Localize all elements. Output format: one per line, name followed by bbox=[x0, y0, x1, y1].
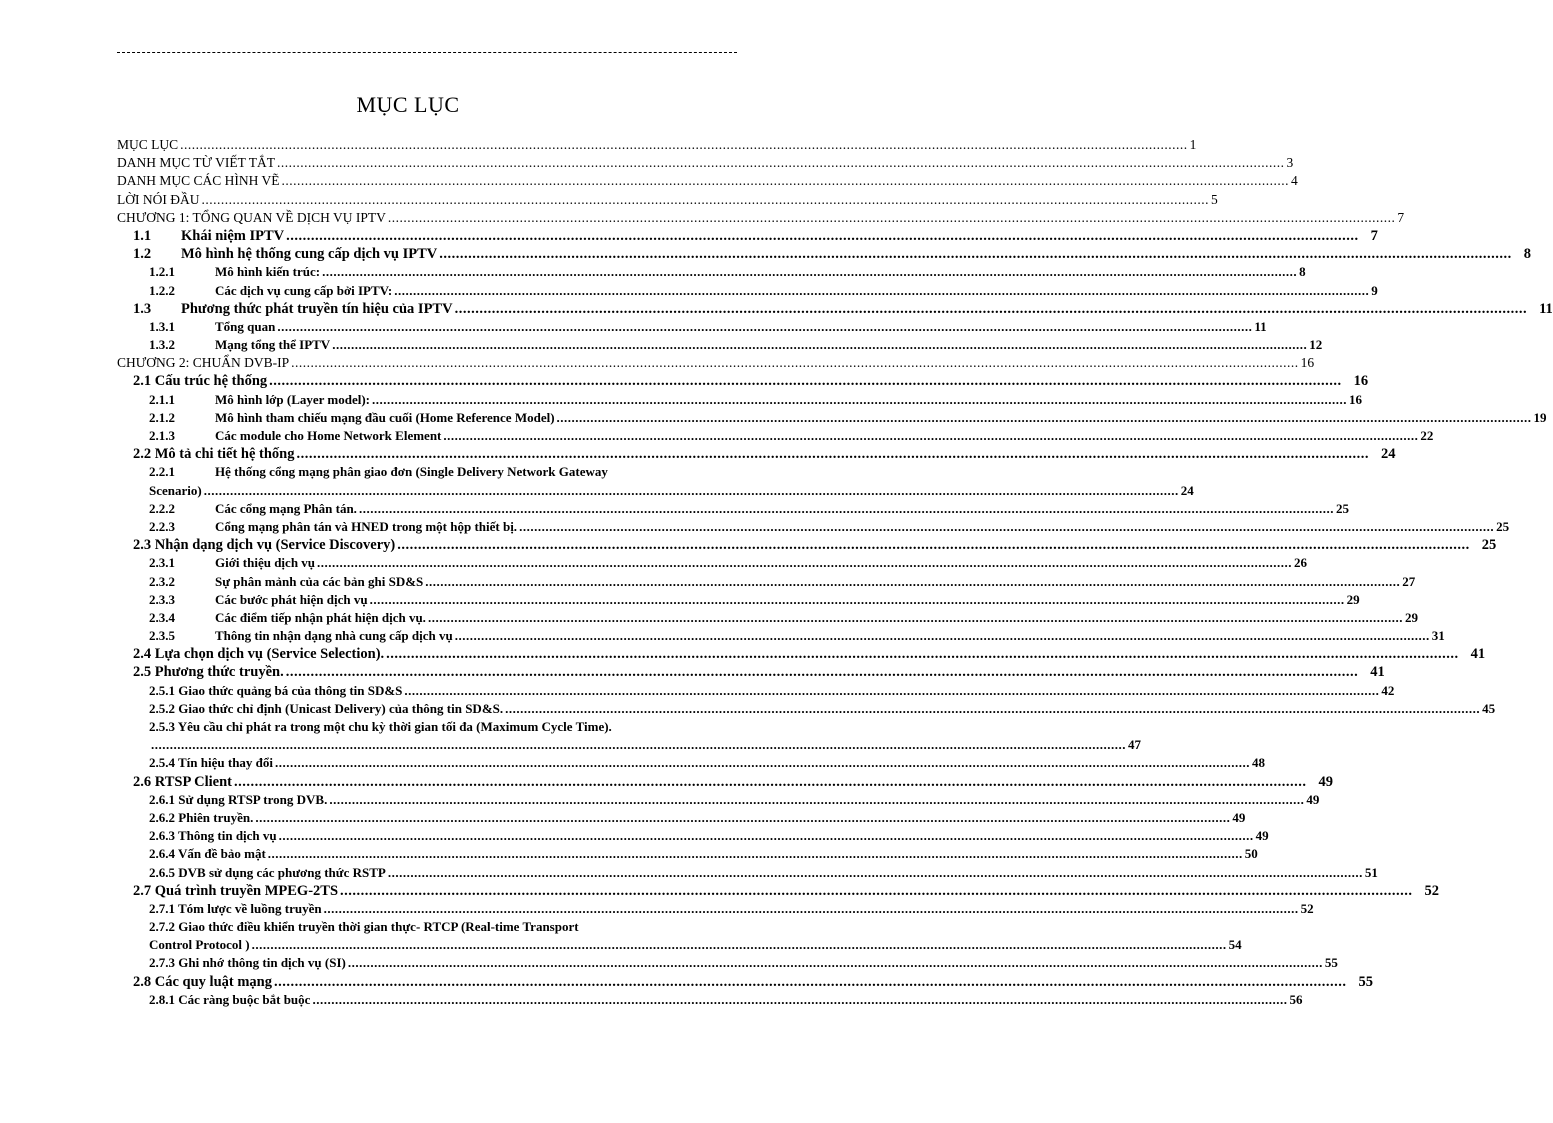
toc-dot-leader bbox=[322, 263, 1297, 281]
toc-entry-line-2 bbox=[149, 936, 1242, 954]
toc-entry-page: 5 bbox=[1210, 191, 1218, 207]
toc-entry-title: DANH MỤC CÁC HÌNH VẼ bbox=[117, 173, 280, 189]
toc-entry-title: Các bước phát hiện dịch vụ bbox=[215, 591, 368, 607]
toc-dot-leader bbox=[279, 827, 1254, 845]
toc-dot-leader bbox=[275, 754, 1250, 772]
toc-entry-title: Giới thiệu dịch vụ bbox=[215, 555, 316, 571]
toc-entry[interactable] bbox=[117, 791, 1320, 809]
toc-entry-page: 7 bbox=[1397, 209, 1405, 225]
toc-dot-leader bbox=[388, 864, 1363, 882]
toc-entry-title: 2.7.3 Ghi nhớ thông tin dịch vụ (SI) bbox=[149, 955, 346, 971]
toc-entry[interactable] bbox=[117, 900, 1314, 918]
toc-entry-page: 41 bbox=[1470, 646, 1486, 663]
toc-entry-page: 41 bbox=[1370, 664, 1385, 681]
toc-entry-number: 2.2.1 bbox=[149, 464, 175, 480]
toc-entry-number: 2.3.1 bbox=[149, 555, 175, 571]
toc-entry[interactable] bbox=[117, 864, 1378, 882]
toc-entry[interactable] bbox=[117, 427, 1434, 445]
toc-entry-title: Tổng quan bbox=[215, 318, 276, 334]
toc-entry-title: 2.3 Nhận dạng dịch vụ (Service Discovery) bbox=[133, 537, 396, 554]
toc-entry-page: 25 bbox=[1335, 500, 1349, 516]
toc-entry-page: 55 bbox=[1358, 973, 1373, 990]
toc-dot-leader bbox=[386, 645, 1459, 663]
page-title: MỤC LỤC bbox=[356, 92, 460, 117]
toc-entry[interactable] bbox=[117, 973, 1373, 991]
toc-entry-page: 1 bbox=[1189, 137, 1197, 152]
toc-entry[interactable] bbox=[117, 282, 1378, 300]
toc-entry-page: 11 bbox=[1254, 318, 1267, 334]
toc-entry-title: CHƯƠNG 1: TỔNG QUAN VỀ DỊCH VỤ IPTV bbox=[117, 209, 386, 225]
toc-entry[interactable] bbox=[117, 845, 1258, 863]
toc-entry-title-continued: Control Protocol ) bbox=[149, 937, 250, 953]
toc-entry[interactable] bbox=[117, 227, 1378, 245]
toc-entry[interactable] bbox=[117, 627, 1445, 645]
toc-entry-title: Mạng tổng thể IPTV bbox=[215, 337, 331, 353]
toc-entry[interactable] bbox=[117, 191, 1218, 209]
toc-entry-page: 45 bbox=[1482, 700, 1496, 716]
toc-entry[interactable] bbox=[117, 372, 1369, 390]
toc-entry-page: 50 bbox=[1244, 846, 1258, 862]
toc-entry-number: 2.3.4 bbox=[149, 609, 175, 625]
toc-entry[interactable] bbox=[117, 809, 1246, 827]
toc-entry-page: 25 bbox=[1481, 537, 1497, 554]
toc-entry-number: 2.3.5 bbox=[149, 628, 175, 644]
toc-dot-leader bbox=[439, 245, 1512, 263]
toc-dot-leader bbox=[151, 736, 1126, 754]
toc-entry[interactable] bbox=[117, 663, 1385, 681]
toc-entry-title: Sự phân mảnh của các bản ghi SD&S bbox=[215, 573, 424, 589]
toc-entry-title: Các dịch vụ cung cấp bởi IPTV: bbox=[215, 282, 393, 298]
toc-dot-leader bbox=[286, 663, 1359, 681]
toc-entry[interactable] bbox=[117, 954, 1338, 972]
toc-entry-title: 2.7 Quá trình truyền MPEG-2TS bbox=[133, 882, 339, 899]
toc-entry-number: 1.3.1 bbox=[149, 318, 175, 334]
toc-entry-page: 12 bbox=[1309, 337, 1323, 353]
toc-dot-leader bbox=[286, 227, 1359, 245]
toc-dot-leader bbox=[443, 427, 1418, 445]
toc-entry-number: 1.2 bbox=[133, 246, 152, 263]
toc-entry-page: 48 bbox=[1252, 755, 1266, 771]
toc-entry[interactable] bbox=[117, 918, 1242, 954]
toc-entry[interactable] bbox=[117, 154, 1294, 172]
toc-dot-leader bbox=[297, 445, 1370, 463]
toc-entry-page: 52 bbox=[1424, 882, 1440, 899]
toc-entry-title: Các module cho Home Network Element bbox=[215, 428, 442, 443]
toc-entry-page: 16 bbox=[1349, 391, 1363, 407]
toc-entry-page: 19 bbox=[1533, 409, 1547, 425]
toc-entry-line-1 bbox=[149, 718, 737, 736]
toc-entry-number: 2.1.1 bbox=[149, 391, 175, 407]
toc-entry[interactable] bbox=[117, 463, 1194, 499]
toc-entry-page: 49 bbox=[1255, 828, 1269, 844]
toc-dot-leader bbox=[180, 136, 1188, 154]
toc-dot-leader bbox=[282, 172, 1290, 190]
toc-entry-title: Hệ thống cổng mạng phân giao đơn (Single Delivery Network Gateway bbox=[215, 464, 608, 480]
toc-entry-page: 16 bbox=[1353, 373, 1369, 390]
toc-entry-title: Cổng mạng phân tán và HNED trong một hộp thiết bị. bbox=[215, 518, 518, 534]
top-dashed-rule bbox=[117, 52, 737, 53]
toc-entry-title: 2.6.2 Phiên truyền. bbox=[149, 809, 254, 825]
toc-entry-number: 2.3.3 bbox=[149, 591, 175, 607]
toc-entry-number: 2.1.2 bbox=[149, 409, 175, 425]
toc-entry-title: 2.6.1 Sử dụng RTSP trong DVB. bbox=[149, 791, 328, 807]
toc-entry-page: 31 bbox=[1431, 628, 1445, 644]
toc-entry[interactable] bbox=[117, 773, 1333, 791]
toc-entry-page: 4 bbox=[1291, 173, 1298, 189]
toc-entry-title: 2.6 RTSP Client bbox=[133, 773, 232, 790]
toc-dot-leader bbox=[324, 900, 1299, 918]
toc-dot-leader bbox=[359, 500, 1334, 518]
table-of-contents bbox=[117, 136, 1553, 1009]
toc-entry-number: 2.3.2 bbox=[149, 573, 175, 589]
toc-entry-number: 2.1.3 bbox=[149, 428, 175, 443]
toc-entry-title: Mô hình lớp (Layer model): bbox=[215, 391, 371, 407]
toc-entry-title: Mô hình kiến trúc: bbox=[215, 264, 321, 280]
toc-entry[interactable] bbox=[117, 445, 1396, 463]
toc-entry-title: 2.6.3 Thông tin dịch vụ bbox=[149, 828, 277, 844]
toc-entry-page: 8 bbox=[1523, 246, 1531, 263]
toc-entry[interactable] bbox=[117, 882, 1440, 900]
toc-entry-page: 29 bbox=[1404, 609, 1418, 625]
toc-dot-leader bbox=[519, 518, 1494, 536]
toc-entry-title: 2.7.2 Giao thức điều khiển truyền thời gian thực- RTCP (Real-time Transport bbox=[149, 919, 579, 935]
toc-entry-title-continued: Scenario) bbox=[149, 482, 202, 498]
toc-dot-leader bbox=[404, 682, 1379, 700]
toc-entry[interactable] bbox=[117, 645, 1486, 663]
toc-dot-leader bbox=[252, 936, 1227, 954]
toc-entry-page: 24 bbox=[1381, 446, 1396, 463]
toc-dot-leader bbox=[340, 882, 1413, 900]
toc-entry[interactable] bbox=[117, 500, 1349, 518]
toc-entry-title: 2.6.5 DVB sử dụng các phương thức RSTP bbox=[149, 864, 386, 880]
toc-entry-page: 27 bbox=[1402, 573, 1416, 589]
toc-entry-page: 49 bbox=[1232, 809, 1246, 825]
toc-entry[interactable] bbox=[117, 354, 1315, 372]
toc-entry-title: LỜI NÓI ĐẦU bbox=[117, 191, 200, 207]
toc-entry-page: 25 bbox=[1496, 518, 1510, 534]
toc-entry[interactable] bbox=[117, 700, 1496, 718]
toc-dot-leader bbox=[269, 372, 1342, 390]
toc-entry[interactable] bbox=[117, 573, 1416, 591]
toc-entry-title: 2.5.3 Yêu cầu chỉ phát ra trong một chu kỳ thời gian tối đa (Maximum Cycle Time). bbox=[149, 719, 612, 734]
toc-entry-page: 51 bbox=[1364, 864, 1378, 880]
toc-dot-leader bbox=[312, 991, 1287, 1009]
toc-entry-title: Khái niệm IPTV bbox=[181, 227, 285, 244]
toc-entry-page: 47 bbox=[1128, 737, 1141, 753]
toc-entry-title: Thông tin nhận dạng nhà cung cấp dịch vụ bbox=[215, 628, 453, 644]
toc-entry[interactable] bbox=[117, 409, 1547, 427]
toc-entry-page: 42 bbox=[1381, 682, 1395, 698]
toc-entry-title: Các cổng mạng Phân tán. bbox=[215, 500, 357, 516]
toc-dot-leader bbox=[201, 191, 1209, 209]
toc-entry-page: 56 bbox=[1289, 991, 1303, 1007]
toc-entry[interactable] bbox=[117, 172, 1298, 190]
toc-entry-number: 1.2.1 bbox=[149, 264, 175, 280]
toc-entry[interactable] bbox=[117, 336, 1323, 354]
toc-dot-leader bbox=[291, 354, 1299, 372]
toc-entry-line-1 bbox=[149, 463, 737, 481]
toc-entry-number: 1.1 bbox=[133, 227, 152, 244]
toc-entry-page: 8 bbox=[1299, 264, 1306, 280]
toc-entry[interactable] bbox=[117, 136, 1197, 154]
toc-dot-leader bbox=[204, 482, 1179, 500]
toc-entry-title: 2.6.4 Vấn đề bảo mật bbox=[149, 846, 266, 862]
toc-dot-leader bbox=[370, 591, 1345, 609]
toc-entry-title: 2.5.2 Giao thức chỉ định (Unicast Delivery) của thông tin SD&S. bbox=[149, 700, 504, 716]
toc-entry-title: 2.5.4 Tín hiệu thay đổi bbox=[149, 755, 274, 771]
toc-entry-title: Mô hình tham chiếu mạng đầu cuối (Home Reference Model) bbox=[215, 409, 555, 425]
toc-dot-leader bbox=[317, 554, 1292, 572]
toc-entry[interactable] bbox=[117, 682, 1395, 700]
toc-entry-title: 2.5 Phương thức truyền. bbox=[133, 664, 284, 681]
toc-entry-page: 29 bbox=[1346, 591, 1360, 607]
toc-dot-leader bbox=[557, 409, 1532, 427]
toc-dot-leader bbox=[234, 773, 1307, 791]
toc-entry-title: 2.8.1 Các ràng buộc bắt buộc bbox=[149, 991, 311, 1007]
toc-entry-page: 52 bbox=[1300, 900, 1314, 916]
toc-entry[interactable] bbox=[117, 518, 1510, 536]
toc-entry-page: 26 bbox=[1294, 555, 1308, 571]
toc-entry[interactable] bbox=[117, 391, 1363, 409]
toc-entry-line-1 bbox=[149, 918, 737, 936]
toc-dot-leader bbox=[274, 973, 1347, 991]
toc-entry[interactable] bbox=[117, 318, 1267, 336]
toc-dot-leader bbox=[348, 954, 1323, 972]
toc-dot-leader bbox=[277, 318, 1252, 336]
toc-entry-title: CHƯƠNG 2: CHUẨN DVB-IP bbox=[117, 355, 290, 371]
toc-entry-page: 7 bbox=[1370, 227, 1378, 244]
toc-entry-line-2 bbox=[149, 736, 1141, 754]
toc-entry-title: MỤC LỤC bbox=[117, 137, 179, 152]
toc-entry-page: 55 bbox=[1324, 955, 1338, 971]
toc-entry[interactable] bbox=[117, 827, 1269, 845]
toc-entry-page: 49 bbox=[1318, 773, 1333, 790]
toc-dot-leader bbox=[505, 700, 1480, 718]
toc-entry[interactable] bbox=[117, 245, 1531, 263]
toc-entry[interactable] bbox=[117, 754, 1266, 772]
toc-dot-leader bbox=[425, 573, 1400, 591]
toc-entry-page: 24 bbox=[1180, 482, 1194, 498]
toc-entry-page: 16 bbox=[1300, 355, 1315, 371]
toc-entry-title: DANH MỤC TỪ VIẾT TẮT bbox=[117, 155, 275, 171]
toc-dot-leader bbox=[268, 845, 1243, 863]
toc-entry-title: 2.7.1 Tóm lược về luồng truyền bbox=[149, 900, 322, 916]
toc-dot-leader bbox=[329, 791, 1304, 809]
toc-entry[interactable] bbox=[117, 991, 1303, 1009]
toc-entry-title: Các điểm tiếp nhận phát hiện dịch vụ. bbox=[215, 609, 426, 625]
toc-entry-title: 2.8 Các quy luật mạng bbox=[133, 973, 272, 990]
toc-entry[interactable] bbox=[117, 554, 1308, 572]
toc-entry[interactable] bbox=[117, 536, 1497, 554]
toc-entry[interactable] bbox=[117, 300, 1553, 318]
toc-dot-leader bbox=[394, 282, 1369, 300]
toc-entry-title: 2.4 Lựa chọn dịch vụ (Service Selection). bbox=[133, 646, 385, 663]
toc-dot-leader bbox=[397, 536, 1470, 554]
toc-entry-number: 2.2.3 bbox=[149, 518, 175, 534]
toc-entry-page: 11 bbox=[1539, 300, 1553, 317]
toc-dot-leader bbox=[388, 209, 1396, 227]
toc-dot-leader bbox=[372, 391, 1347, 409]
toc-dot-leader bbox=[455, 300, 1528, 318]
toc-dot-leader bbox=[428, 609, 1403, 627]
toc-dot-leader bbox=[332, 336, 1307, 354]
toc-entry-number: 1.3 bbox=[133, 300, 152, 317]
toc-entry-page: 49 bbox=[1306, 791, 1320, 807]
toc-dot-leader bbox=[277, 154, 1285, 172]
toc-entry[interactable] bbox=[117, 718, 1141, 754]
toc-entry[interactable] bbox=[117, 609, 1418, 627]
toc-entry-title: 2.1 Cấu trúc hệ thống bbox=[133, 373, 268, 390]
toc-entry-page: 9 bbox=[1371, 282, 1378, 298]
toc-entry-number: 1.2.2 bbox=[149, 282, 175, 298]
toc-entry-page: 22 bbox=[1420, 428, 1434, 443]
toc-entry-title: Phương thức phát truyền tín hiệu của IPTV bbox=[181, 300, 453, 317]
toc-dot-leader bbox=[255, 809, 1230, 827]
toc-entry-number: 1.3.2 bbox=[149, 337, 175, 353]
toc-entry[interactable] bbox=[117, 209, 1405, 227]
toc-entry[interactable] bbox=[117, 591, 1360, 609]
toc-entry-title: 2.2 Mô tả chi tiết hệ thống bbox=[133, 446, 295, 463]
toc-entry-line-2 bbox=[149, 482, 1194, 500]
toc-entry-page: 3 bbox=[1286, 155, 1294, 171]
toc-entry[interactable] bbox=[117, 263, 1306, 281]
toc-entry-page: 54 bbox=[1228, 937, 1242, 953]
toc-entry-title: 2.5.1 Giao thức quảng bá của thông tin SD&S bbox=[149, 682, 403, 698]
toc-dot-leader bbox=[455, 627, 1430, 645]
toc-entry-title: Mô hình hệ thống cung cấp dịch vụ IPTV bbox=[181, 246, 438, 263]
toc-entry-number: 2.2.2 bbox=[149, 500, 175, 516]
